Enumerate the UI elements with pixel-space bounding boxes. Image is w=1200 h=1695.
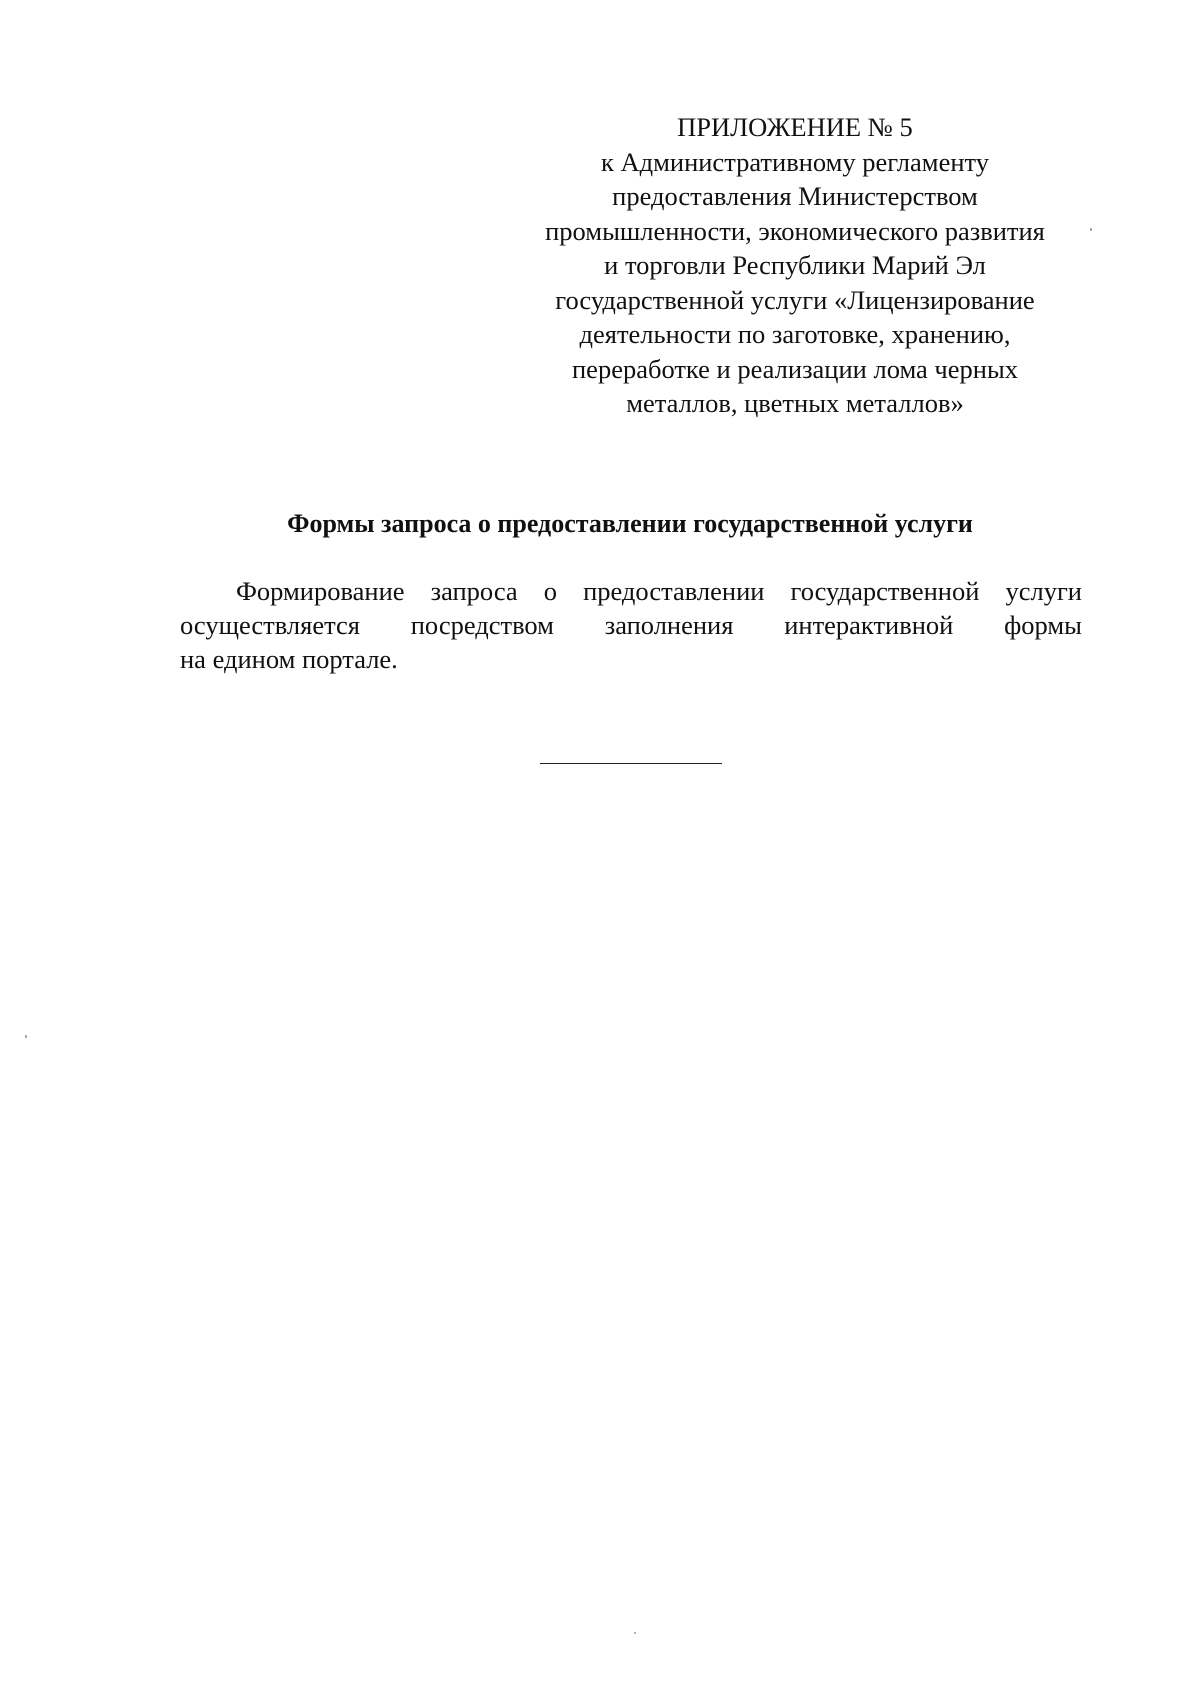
closing-divider — [540, 763, 722, 764]
appendix-line: к Административному регламенту — [601, 146, 989, 177]
appendix-line: переработке и реализации лома черных — [572, 353, 1018, 384]
appendix-line: государственной услуги «Лицензирование — [555, 284, 1035, 315]
scan-speck — [25, 1035, 27, 1038]
body-paragraph — [180, 574, 1082, 676]
paragraph-line: Формирование запроса о предоставлении государственной услуги — [236, 576, 1082, 606]
paragraph-line: осуществляется посредством заполнения интерактивной формы — [180, 610, 1082, 640]
paragraph-line: на едином портале. — [180, 644, 398, 674]
appendix-line: и торговли Республики Марий Эл — [604, 250, 986, 280]
section-title: Формы запроса о предоставлении государственной услуги — [287, 509, 973, 538]
appendix-line: промышленности, экономического развития — [545, 215, 1045, 246]
appendix-line: металлов, цветных металлов» — [626, 388, 964, 418]
appendix-line: деятельности по заготовке, хранению, — [579, 319, 1011, 349]
appendix-title: ПРИЛОЖЕНИЕ № 5 — [677, 112, 913, 142]
scan-speck — [1090, 228, 1092, 231]
scan-speck — [634, 1632, 636, 1634]
appendix-header — [510, 110, 1080, 421]
appendix-line: предоставления Министерством — [612, 181, 978, 211]
